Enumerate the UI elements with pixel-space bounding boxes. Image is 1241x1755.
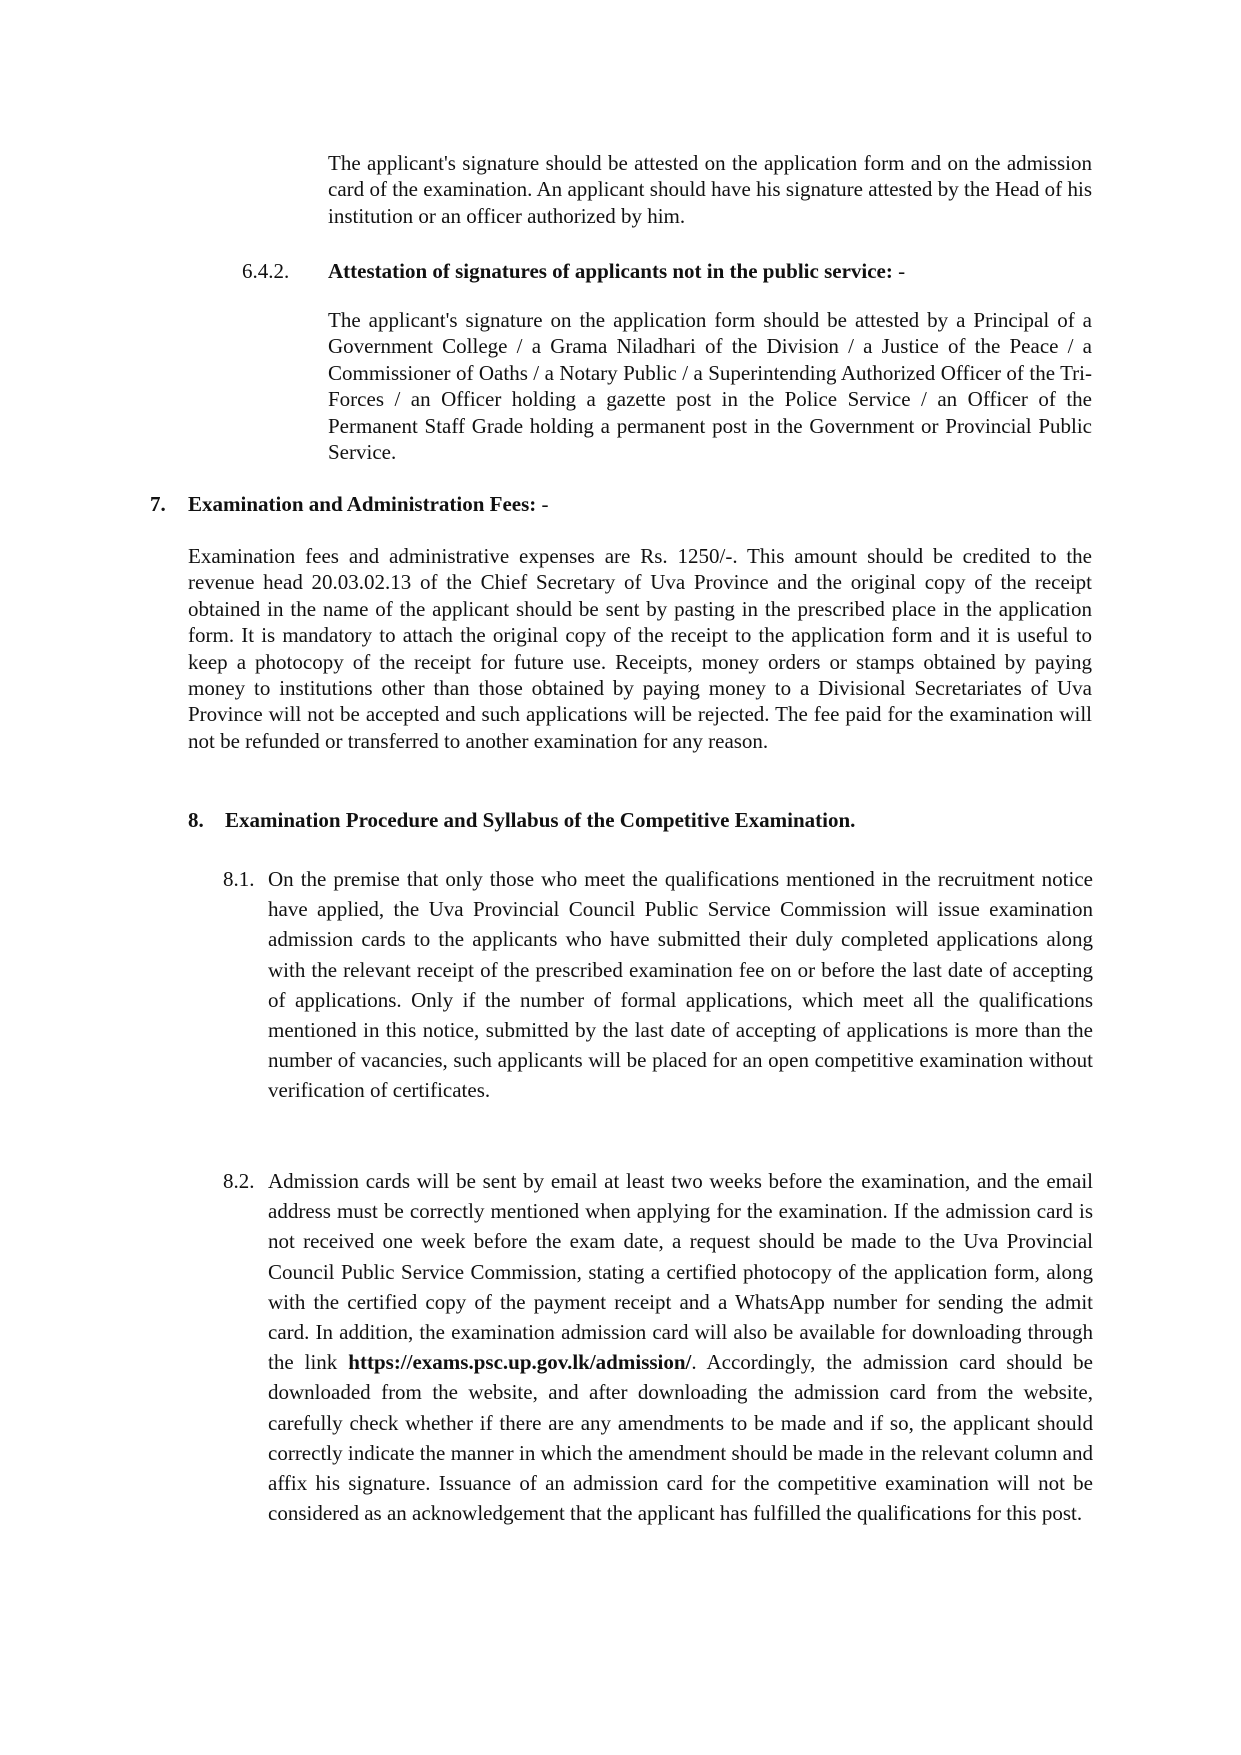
- section-6-4-2-number: 6.4.2.: [242, 259, 290, 283]
- item-8-2-number: 8.2.: [223, 1169, 255, 1193]
- admission-link[interactable]: https://exams.psc.up.gov.lk/admission/: [348, 1350, 692, 1375]
- item-8-2-text: [268, 1166, 1093, 1528]
- item-8-1-text: On the premise that only those who meet the qualifications mentioned in the recruitment notice have applied, the Uva Provincial Council Public Service Commission will issue examination admission cards to the applicants who have submitted their duly completed applications along with the relevant receipt of the prescribed examination fee on or before the last date of accepting of applications. Only if the number of formal applications, which meet all the qualifications mentioned in this notice, submitted by the last date of accepting of applications is more than the number of vacancies, such applicants will be placed for an open competitive examination without verification of certificates.: [268, 867, 1093, 1103]
- item-8-2-text-b: . Accordingly, the admission card should be downloaded from the website, and after downloading the admission card from the website, carefully check whether if there are any amendments to be made and if so, the applicant should correctly indicate the manner in which the amendment should be made in the relevant column and affix his signature. Issuance of an admission card for the competitive examination will not be considered as an acknowledgement that the applicant has fulfilled the qualifications for this post.: [268, 1350, 1094, 1526]
- section-6-4-2-title: Attestation of signatures of applicants not in the public service:: [328, 259, 893, 283]
- section-8-title: Examination Procedure and Syllabus of the Competitive Examination.: [225, 808, 856, 832]
- section-7-number: 7.: [150, 492, 166, 516]
- section-7-title: Examination and Administration Fees:: [188, 492, 537, 516]
- list-item-8-2: [223, 1166, 1093, 1528]
- section-6-4-2-title-dash: -: [892, 259, 906, 283]
- section-7-body: Examination fees and administrative expenses are Rs. 1250/-. This amount should be credited to the revenue head 20.03.02.13 of the Chief Secretary of Uva Province and the original copy of the receipt obtained in the name of the applicant should be sent by pasting in the prescribed place in the application form. It is mandatory to attach the original copy of the receipt to the application form and it is useful to keep a photocopy of the receipt for future use. Receipts, money orders or stamps obtained by paying money to institutions other than those obtained by paying money to a Divisional Secretariates of Uva Province will not be accepted and such applications will be rejected. The fee paid for the examination will not be refunded or transferred to another examination for any reason.: [188, 544, 1092, 753]
- paragraph-6-4-1-body: The applicant's signature should be attested on the application form and on the admission card of the examination. An applicant should have his signature attested by the Head of his institution or an officer authorized by him.: [328, 151, 1092, 228]
- item-8-2-text-a: Admission cards will be sent by email at least two weeks before the examination, and the email address must be correctly mentioned when applying for the examination. If the admission card is not received one week before the exam date, a request should be made to the Uva Provincial Council Public Service Commission, stating a certified photocopy of the application form, along with the certified copy of the payment receipt and a WhatsApp number for sending the admit card. In addition, the examination admission card will also be available for downloading through the link: [268, 1169, 1093, 1375]
- section-7-title-dash: -: [536, 492, 549, 516]
- section-6-4-2-heading: [328, 258, 1108, 284]
- list-item-8-1: [223, 864, 1093, 1106]
- section-7-heading: [188, 491, 1088, 517]
- section-6-4-2-body: The applicant's signature on the application form should be attested by a Principal of a Government College / a Grama Niladhari of the Division / a Justice of the Peace / a Commissioner of Oaths / a Notary Public / a Superintending Authorized Officer of the Tri-Forces / an Officer holding a gazette post in the Police Service / an Officer of the Permanent Staff Grade holding a permanent post in the Government or Provincial Public Service.: [328, 308, 1092, 465]
- section-8-number: 8.: [188, 808, 204, 832]
- item-8-1-number: 8.1.: [223, 867, 255, 891]
